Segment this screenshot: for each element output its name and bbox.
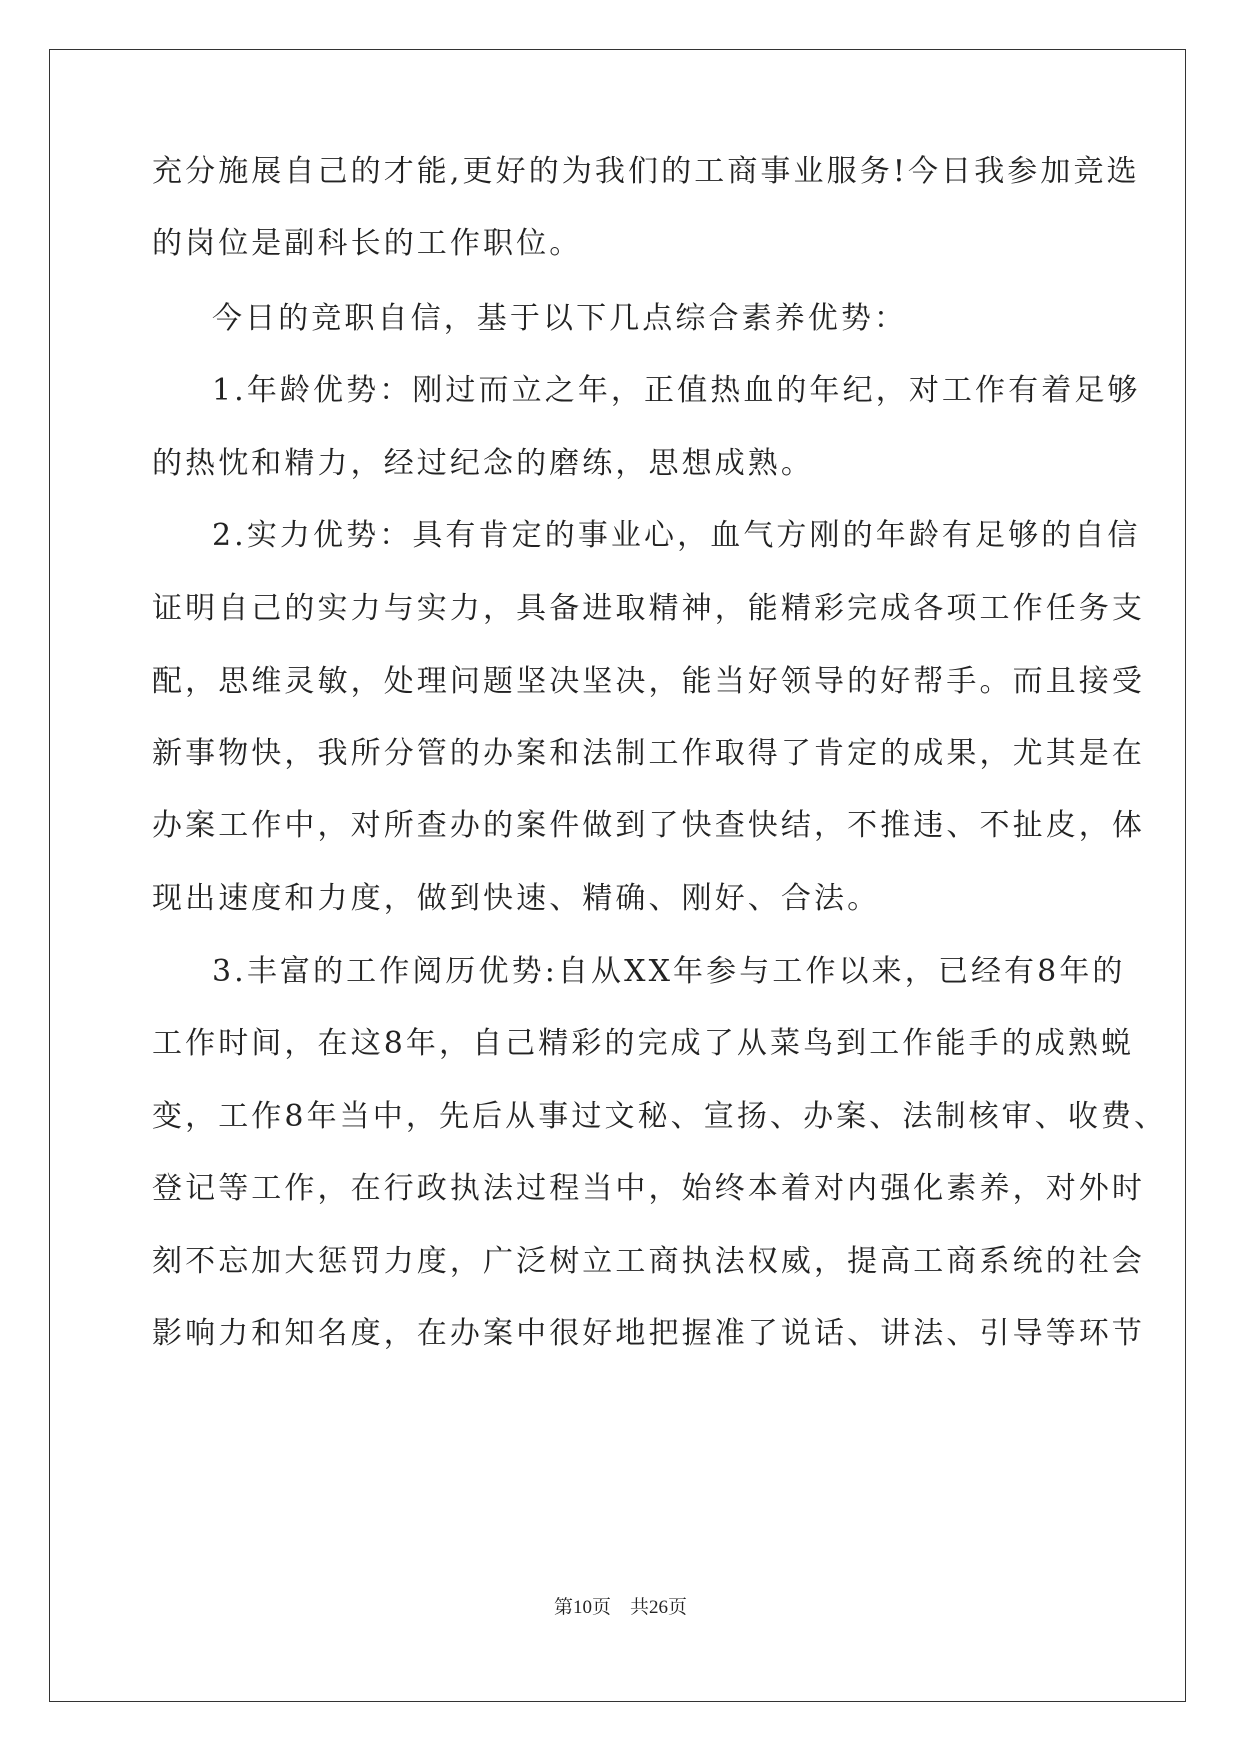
text-line: 3.丰富的工作阅历优势:自从XX年参与工作以来，已经有8年的 <box>212 954 1126 989</box>
text-line: 变，工作8年当中，先后从事过文秘、宣扬、办案、法制核审、收费、 <box>152 1099 1168 1134</box>
page-border <box>49 49 1186 1702</box>
text-line: 2.实力优势：具有肯定的事业心，血气方刚的年龄有足够的自信 <box>212 518 1141 553</box>
text-line: 充分施展自己的才能,更好的为我们的工商事业服务!今日我参加竞选 <box>152 154 1140 189</box>
text-line: 工作时间，在这8年，自己精彩的完成了从菜鸟到工作能手的成熟蜕 <box>152 1026 1135 1061</box>
text-line: 1.年龄优势：刚过而立之年，正值热血的年纪，对工作有着足够 <box>212 373 1141 408</box>
page-footer: 第10页 共26页 <box>553 1597 687 1618</box>
text-line: 刻不忘加大惩罚力度，广泛树立工商执法权威，提高工商系统的社会 <box>152 1244 1145 1279</box>
text-line: 证明自己的实力与实力，具备进取精神，能精彩完成各项工作任务支 <box>152 591 1145 626</box>
text-line: 的热忱和精力，经过纪念的磨练，思想成熟。 <box>152 446 814 481</box>
text-line: 新事物快，我所分管的办案和法制工作取得了肯定的成果，尤其是在 <box>152 736 1145 771</box>
text-line: 今日的竞职自信，基于以下几点综合素养优势： <box>212 301 908 336</box>
text-line: 配，思维灵敏，处理问题坚决坚决，能当好领导的好帮手。而且接受 <box>152 664 1145 699</box>
text-line: 的岗位是副科长的工作职位。 <box>152 226 583 261</box>
text-line: 影响力和知名度，在办案中很好地把握准了说话、讲法、引导等环节 <box>152 1316 1145 1351</box>
text-line: 现出速度和力度，做到快速、精确、刚好、合法。 <box>152 881 881 916</box>
text-line: 登记等工作，在行政执法过程当中，始终本着对内强化素养，对外时 <box>152 1171 1145 1206</box>
text-line: 办案工作中，对所查办的案件做到了快查快结，不推违、不扯皮，体 <box>152 808 1145 843</box>
